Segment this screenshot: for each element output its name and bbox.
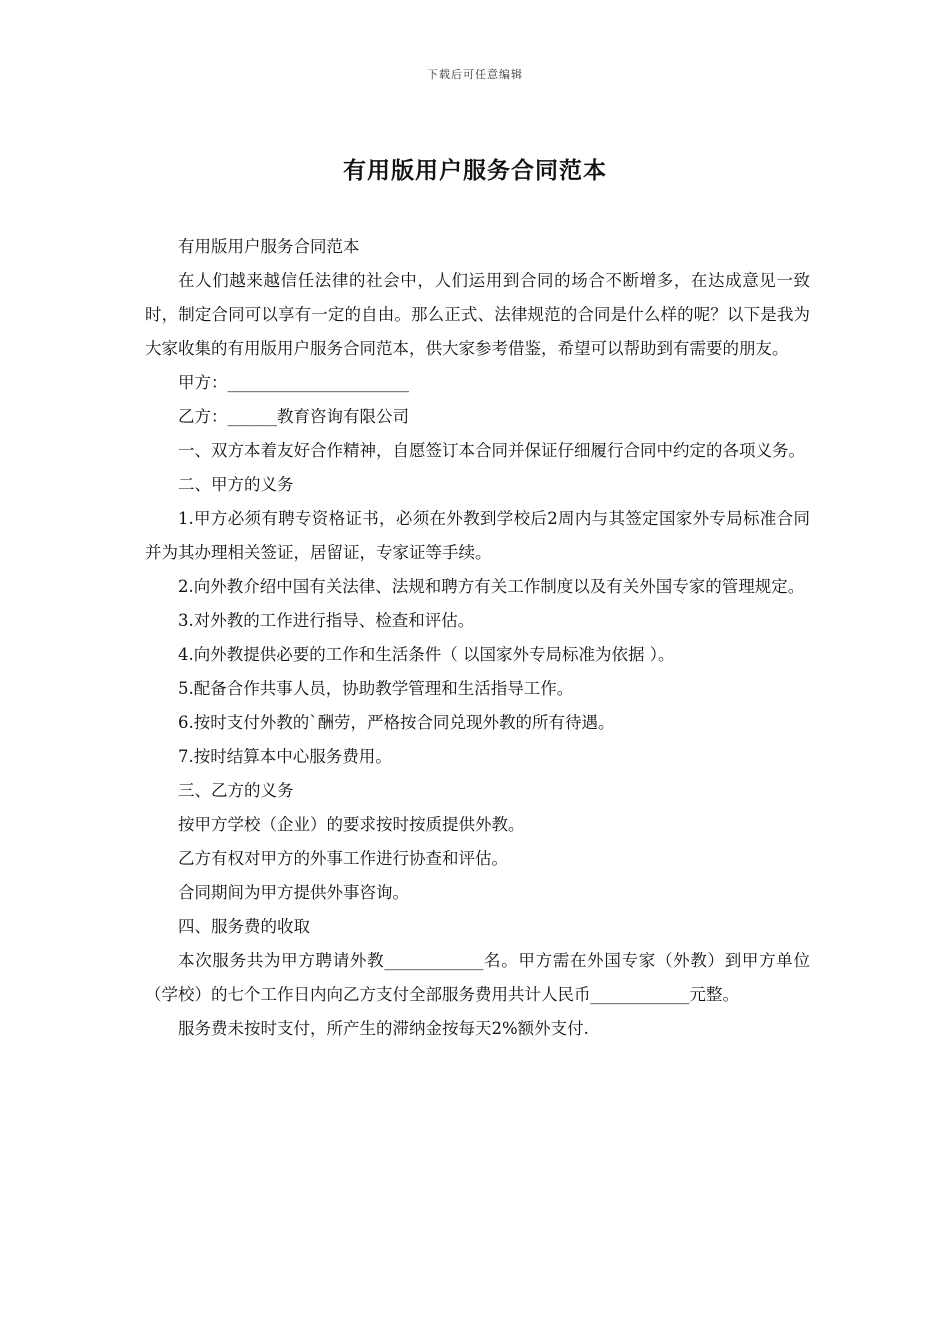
- party-b-duty-3: 合同期间为甲方提供外事咨询。: [178, 883, 409, 902]
- party-a-duty-7: 7.按时结算本中心服务费用。: [178, 747, 392, 766]
- section-heading-service-fee: 四、服务费的收取: [178, 917, 310, 936]
- paragraph-subtitle: 有用版用户服务合同范本: [178, 237, 360, 256]
- party-b-line: 乙方：______教育咨询有限公司: [178, 407, 409, 426]
- party-a-duty-3: 3.对外教的工作进行指导、检查和评估。: [178, 611, 475, 630]
- late-fee-clause: 服务费未按时支付，所产生的滞纳金按每天2%额外支付.: [178, 1019, 589, 1038]
- document-title: 有用版用户服务合同范本: [343, 158, 607, 184]
- party-a-duty-2: 2.向外教介绍中国有关法律、法规和聘方有关工作制度以及有关外国专家的管理规定。: [178, 577, 805, 596]
- clause-1: 一、双方本着友好合作精神，自愿签订本合同并保证仔细履行合同中约定的各项义务。: [178, 441, 805, 460]
- party-b-duty-2: 乙方有权对甲方的外事工作进行协查和评估。: [178, 849, 508, 868]
- header-note: 下载后可任意编辑: [427, 68, 523, 81]
- section-heading-party-b-duties: 三、乙方的义务: [178, 781, 294, 800]
- section-heading-party-a-duties: 二、甲方的义务: [178, 475, 294, 494]
- service-fee-clause: 本次服务共为甲方聘请外教____________名。甲方需在外国专家（外教）到甲方单位（学校）的七个工作日内向乙方支付全部服务费用共计人民币____________元整。: [145, 951, 810, 1004]
- party-a-duty-6: 6.按时支付外教的`酬劳，严格按合同兑现外教的所有待遇。: [178, 713, 615, 732]
- party-a-line: 甲方：______________________: [178, 373, 409, 392]
- party-a-duty-1: 1.甲方必须有聘专资格证书，必须在外教到学校后2周内与其签定国家外专局标准合同并为其办理相关签证，居留证，专家证等手续。: [145, 509, 810, 562]
- paragraph-intro: 在人们越来越信任法律的社会中，人们运用到合同的场合不断增多，在达成意见一致时，制定合同可以享有一定的自由。那么正式、法律规范的合同是什么样的呢？以下是我为大家收集的有用版用户服务合同范本，供大家参考借鉴，希望可以帮助到有需要的朋友。: [145, 271, 810, 358]
- party-b-duty-1: 按甲方学校（企业）的要求按时按质提供外教。: [178, 815, 525, 834]
- party-a-duty-5: 5.配备合作共事人员，协助教学管理和生活指导工作。: [178, 679, 574, 698]
- party-a-duty-4: 4.向外教提供必要的工作和生活条件（ 以国家外专局标准为依据 ）。: [178, 645, 675, 664]
- document-body: [145, 230, 810, 1046]
